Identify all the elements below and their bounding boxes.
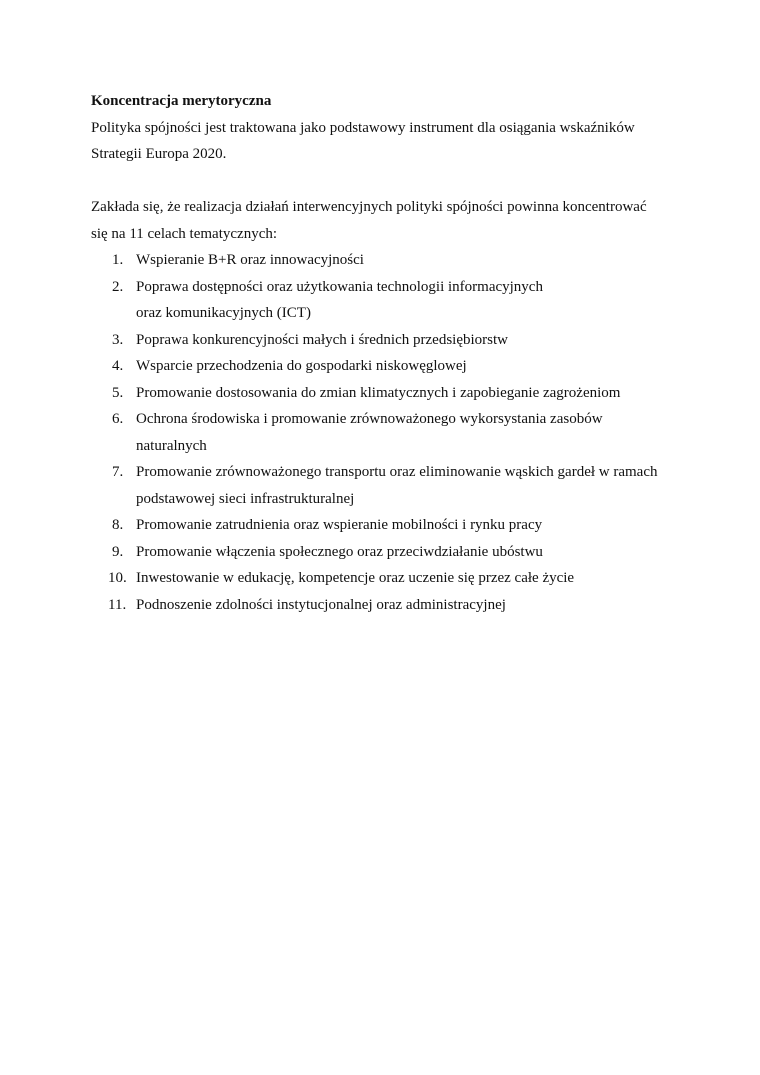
list-item-number: 1.: [112, 252, 124, 268]
list-item: [91, 406, 646, 459]
list-item-number: 2.: [112, 278, 124, 295]
list-item-text: Inwestowanie w edukację, kompetencje oraz uczenie się przez całe życie: [136, 570, 575, 586]
list-item-text: Podnoszenie zdolności instytucjonalnej oraz administracyjnej: [136, 596, 506, 613]
list-item-number: 10.: [108, 570, 127, 586]
list-item: [91, 380, 681, 407]
list-item-text: Promowanie dostosowania do zmian klimatycznych i zapobieganie zagrożeniom: [136, 384, 621, 401]
list-item: [91, 459, 726, 512]
list-item: [91, 592, 681, 619]
document-content: [91, 88, 681, 618]
list-item: [91, 247, 681, 274]
goals-intro-paragraph: Zakłada się, że realizacja działań interwencyjnych polityki spójności powinna koncentrować się na 11 celach tematycznych:: [91, 199, 647, 242]
list-item-number: 3.: [112, 331, 124, 348]
list-item-text: Poprawa konkurencyjności małych i średnich przedsiębiorstw: [136, 331, 508, 348]
list-item-text: Promowanie włączenia społecznego oraz przeciwdziałanie ubóstwu: [136, 543, 543, 560]
section-heading: Koncentracja merytoryczna: [91, 93, 272, 109]
list-item-text: Wspieranie B+R oraz innowacyjności: [136, 252, 364, 268]
list-item-text: Wsparcie przechodzenia do gospodarki niskowęglowej: [136, 358, 467, 374]
list-item-text: Promowanie zatrudnienia oraz wspieranie mobilności i rynku pracy: [136, 517, 543, 533]
list-item: [91, 353, 681, 380]
list-item: [91, 327, 681, 354]
list-item-number: 9.: [112, 543, 124, 560]
list-item: [91, 512, 681, 539]
list-item: [91, 565, 681, 592]
list-item-number: 4.: [112, 358, 124, 374]
thematic-goals-list: [91, 247, 681, 618]
list-item-text: Poprawa dostępności oraz użytkowania technologii informacyjnych oraz komunikacyjnych (ICT): [136, 278, 543, 321]
list-item-number: 8.: [112, 517, 124, 533]
list-item: [91, 274, 571, 327]
list-item-number: 7.: [112, 464, 124, 480]
intro-paragraph: Polityka spójności jest traktowana jako podstawowy instrument dla osiągania wskaźników Strategii Europa 2020.: [91, 119, 635, 162]
list-item: [91, 539, 681, 566]
paragraph-spacer: [91, 168, 681, 195]
list-item-number: 11.: [108, 596, 127, 613]
list-item-number: 6.: [112, 411, 124, 427]
list-item-number: 5.: [112, 384, 124, 401]
list-item-text: Promowanie zrównoważonego transportu oraz eliminowanie wąskich gardeł w ramach podstawowej sieci infrastrukturalnej: [136, 464, 658, 507]
list-item-text: Ochrona środowiska i promowanie zrównoważonego wykorsystania zasobów naturalnych: [136, 411, 603, 454]
